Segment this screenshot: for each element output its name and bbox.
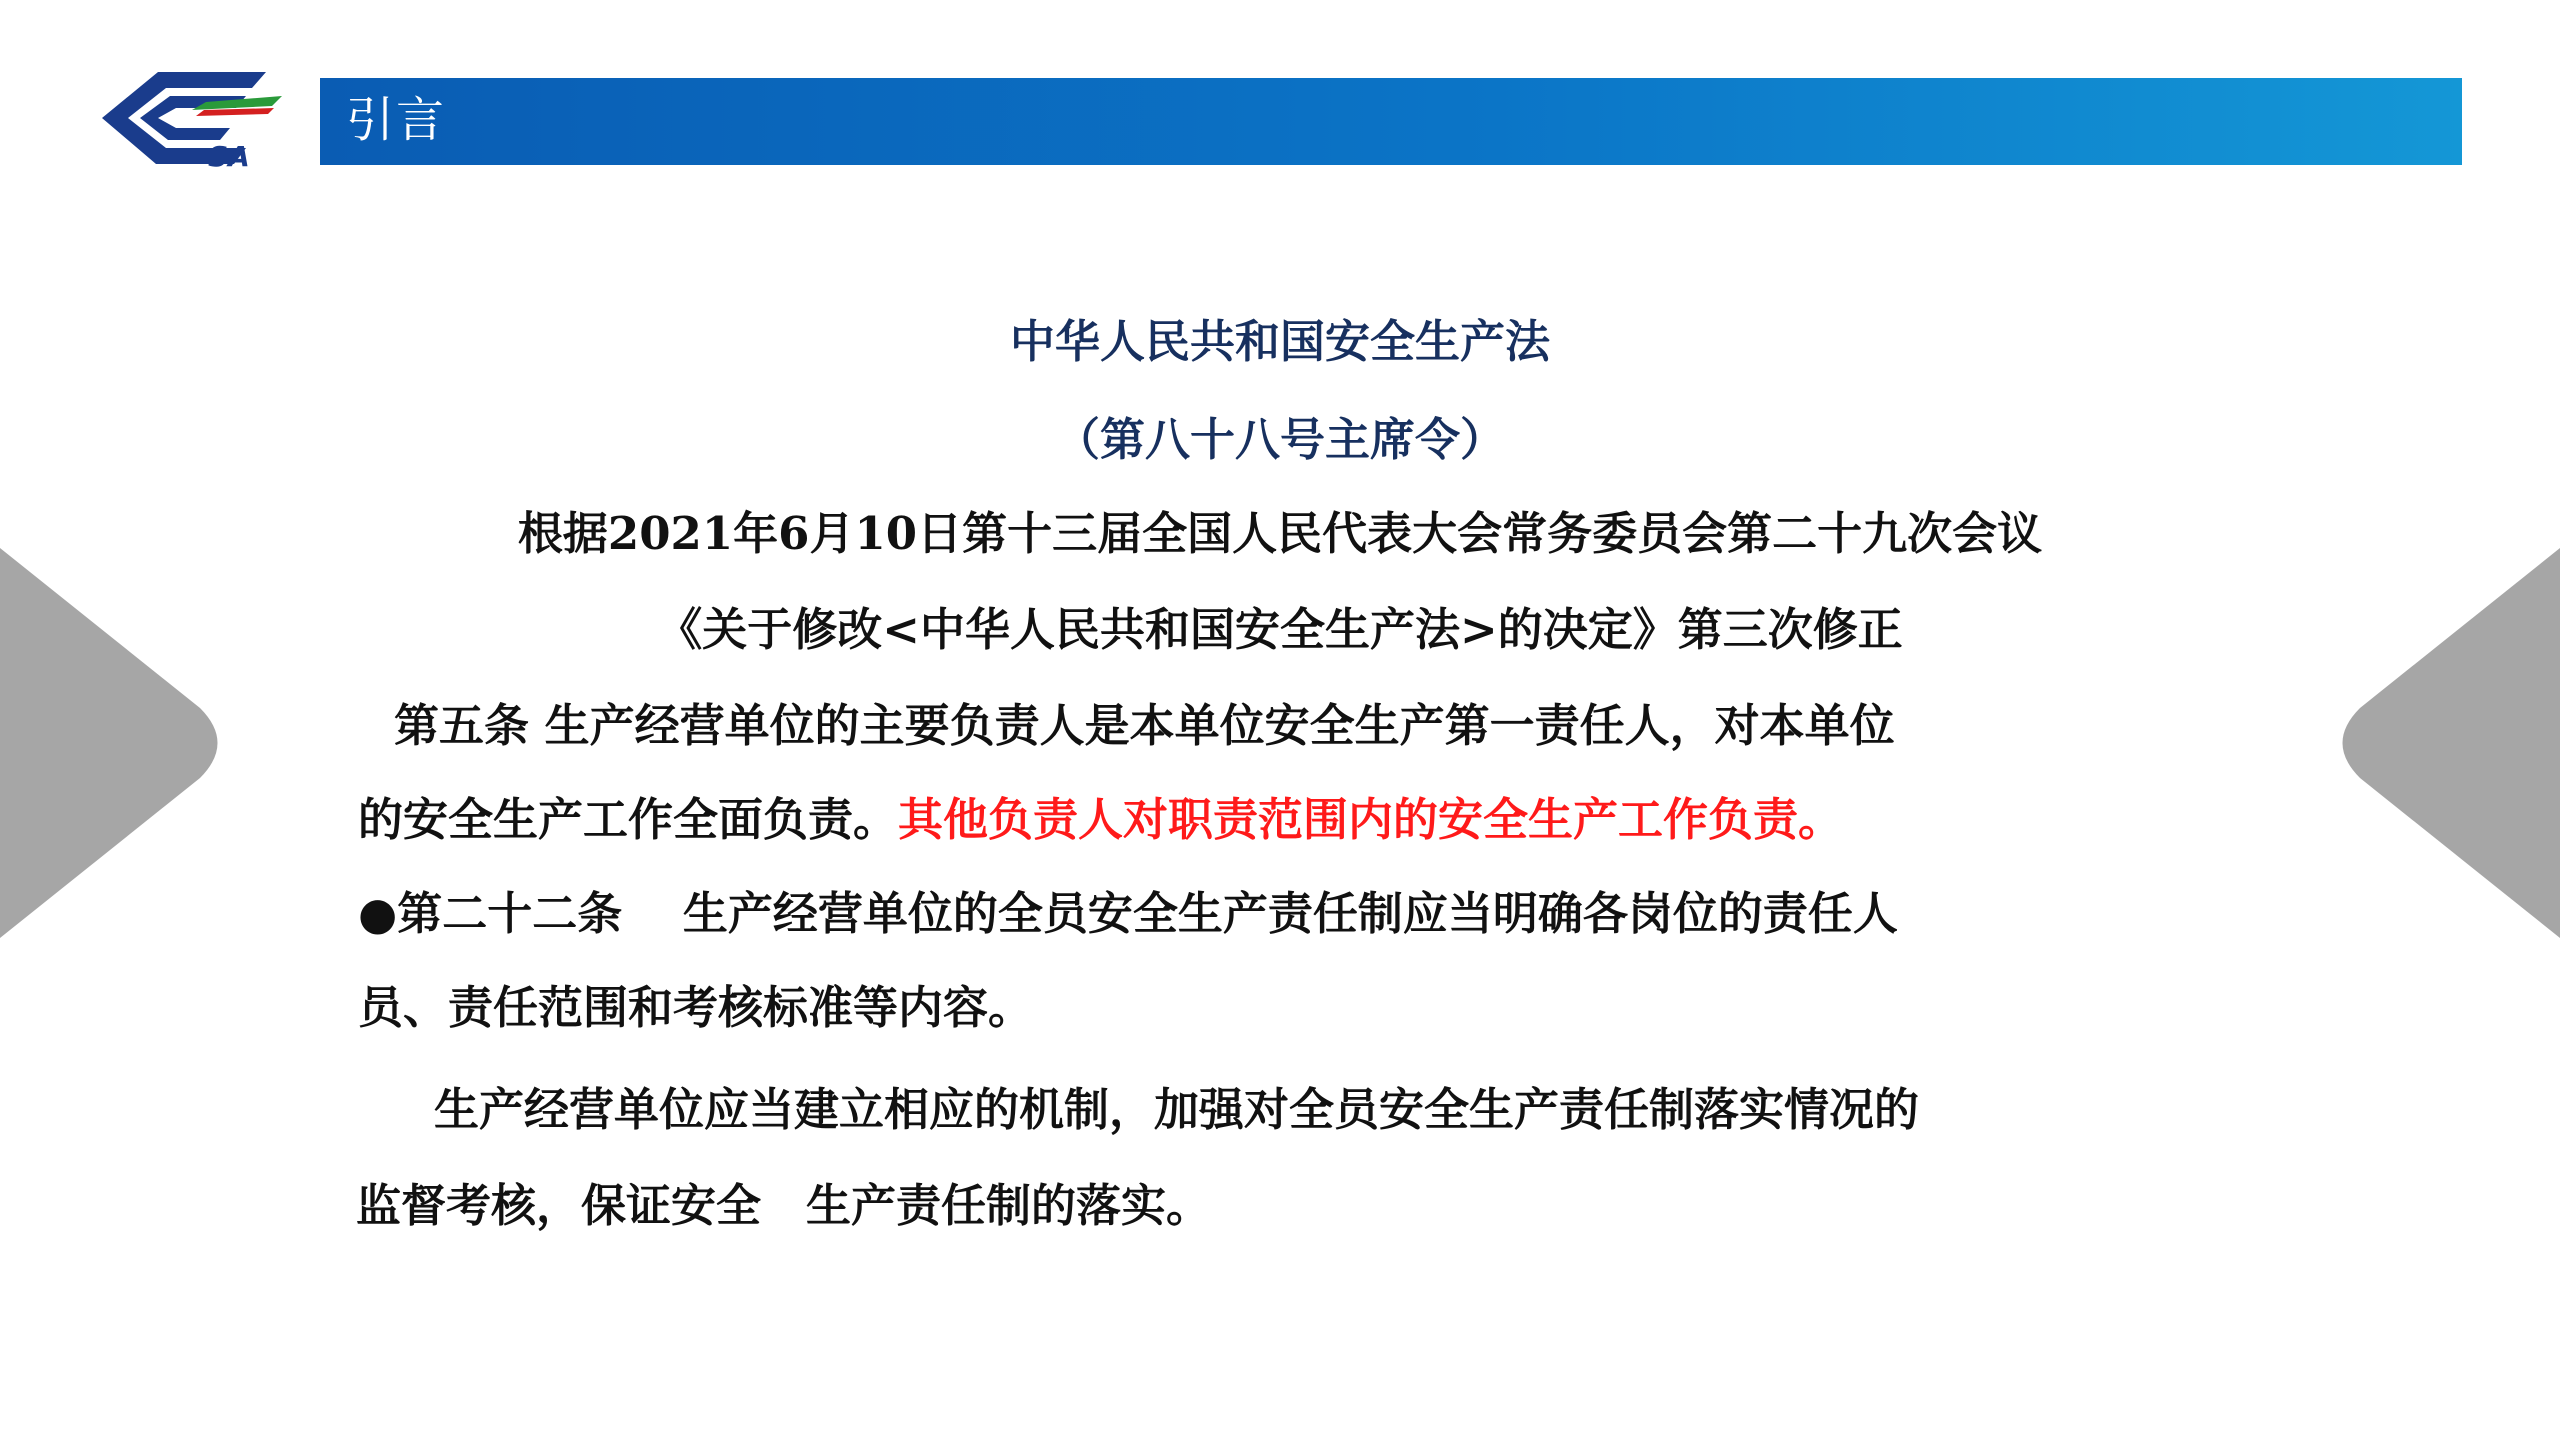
chevron-left-icon[interactable] [0,548,230,938]
csa-logo [96,66,286,170]
decree-number: （第八十八号主席令） [1054,413,1505,466]
amendment-line-2: 《关于修改<中华人民共和国安全生产法>的决定》第三次修正 [657,603,1903,656]
svg-text:SA: SA [208,140,250,170]
article-5-text: 的安全生产工作全面负责。 [358,793,899,846]
article-5-emphasis: 其他负责人对职责范围内的安全生产工作负责。 [898,793,1844,846]
article-5-line-2 [358,790,1843,850]
article-22-line-2: 员、责任范围和考核标准等内容。 [358,981,1034,1034]
header-bar [320,78,2462,165]
article-22-line-3: 生产经营单位应当建立相应的机制，加强对全员安全生产责任制落实情况的 [434,1083,1920,1136]
slide-title: 引言 [346,92,447,148]
article-22-line-4: 监督考核，保证安全 生产责任制的落实。 [356,1179,1212,1232]
article-5-line-1: 第五条 生产经营单位的主要负责人是本单位安全生产第一责任人，对本单位 [394,699,1895,752]
article-22-line-1: ●第二十二条 生产经营单位的全员安全生产责任制应当明确各岗位的责任人 [358,887,1898,940]
law-title: 中华人民共和国安全生产法 [1009,315,1550,368]
chevron-right-icon[interactable] [2330,548,2560,938]
amendment-line-1: 根据2021年6月10日第十三届全国人民代表大会常务委员会第二十九次会议 [517,507,2043,560]
